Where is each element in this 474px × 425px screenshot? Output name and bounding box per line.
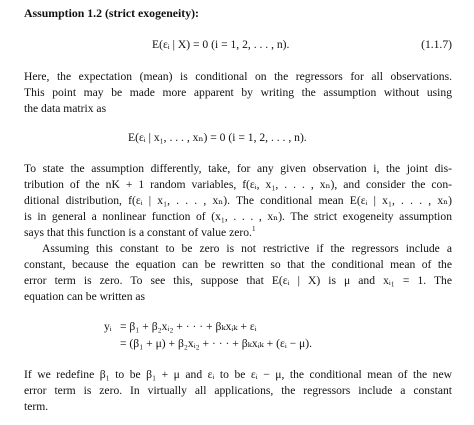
para2-line-1: To state the assumption differently, take, for any given observation i, the joint dis- — [24, 162, 452, 175]
equation-number: (1.1.7) — [421, 38, 452, 51]
para2-line-2: tribution of the nK + 1 random variables, f(εᵢ, x₁, . . . , xₙ), and consider the con- — [24, 178, 452, 191]
para3-line-4: equation can be written as — [24, 290, 146, 303]
equation-unnumbered: E(εᵢ | x₁, . . . , xₙ) = 0 (i = 1, 2, . . . , n). — [128, 131, 307, 144]
para4-line-1: If we redefine β₁ to be β₁ + μ and εᵢ to be εᵢ − μ, the conditional mean of the new — [24, 368, 452, 381]
para3-line-1: Assuming this constant to be zero is not restrictive if the regressors include a — [42, 242, 452, 255]
assumption-heading: Assumption 1.2 (strict exogeneity): — [24, 6, 199, 20]
equation-rewrite-lhs: yᵢ — [104, 320, 112, 333]
equation-rewrite-line-1: = β₁ + β₂xᵢ₂ + · · · + βₖxᵢₖ + εᵢ — [120, 320, 257, 333]
para2-line-4: is in general a nonlinear function of (x₁, . . . , xₙ). The strict exogeneity assumption — [24, 210, 452, 223]
para1-line-1: Here, the expectation (mean) is conditional on the regressors for all observations. — [24, 70, 452, 83]
para2-line-5-text: says that this function is a constant of value zero. — [24, 226, 252, 239]
para3-line-2: constant, because the equation can be rewritten so that the conditional mean of the — [24, 258, 452, 271]
para2-line-3: ditional distribution, f(εᵢ | x₁, . . . , xₙ). The conditional mean E(εᵢ | x₁, . . . , xₙ) — [24, 194, 452, 207]
para1-line-2: This point may be made more apparent by writing the assumption without using — [24, 86, 452, 99]
equation-rewrite-line-2: = (β₁ + μ) + β₂xᵢ₂ + · · · + βₖxᵢₖ + (εᵢ − μ). — [120, 337, 313, 350]
para3-line-3: error term is zero. To see this, suppose that E(εᵢ | X) is μ and xᵢ₁ = 1. The — [24, 274, 452, 287]
equation-1-1-7: E(εᵢ | X) = 0 (i = 1, 2, . . . , n). — [152, 38, 290, 51]
para4-line-2: error term is zero. In virtually all applications, the regressors include a constant — [24, 384, 452, 397]
para1-line-3: the data matrix as — [24, 102, 107, 115]
footnote-mark: 1 — [251, 225, 256, 233]
para4-line-3: term. — [24, 400, 49, 413]
para2-line-5 — [24, 226, 255, 240]
text-page — [24, 0, 452, 425]
